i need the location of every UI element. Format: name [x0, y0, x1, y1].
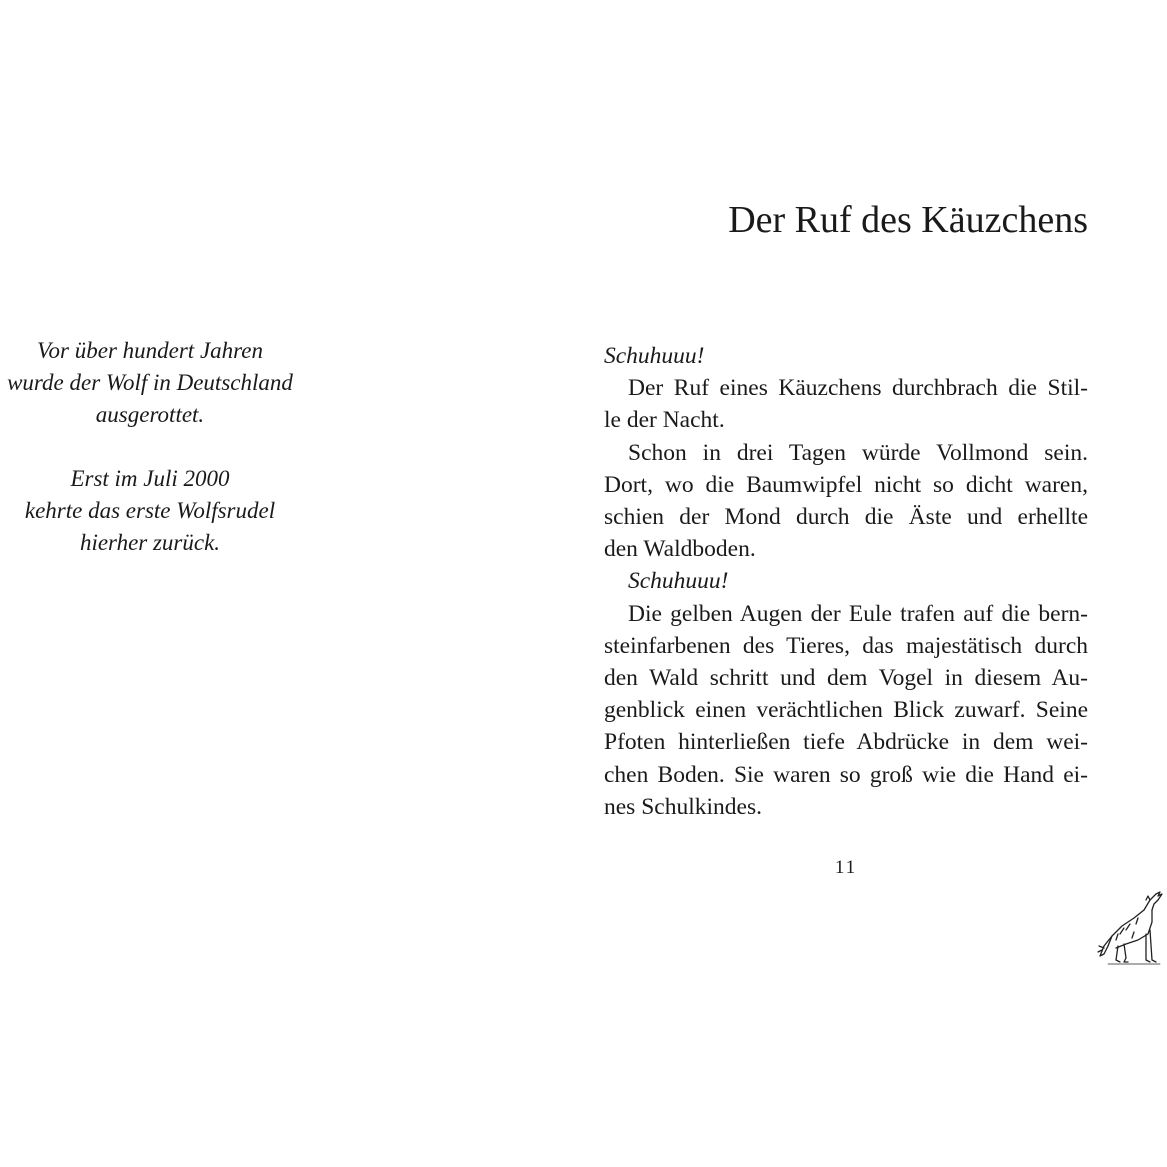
body-line: Pfoten hinterließen tiefe Abdrücke in dem wei- — [604, 729, 1088, 756]
epigraph-line: wurde der Wolf in Deutschland — [7, 370, 293, 395]
body-line: chen Boden. Sie waren so groß wie die Hand ei- — [604, 761, 1088, 788]
howling-wolf-icon — [1094, 888, 1166, 968]
chapter-title: Der Ruf des Käuzchens — [728, 199, 1088, 241]
epigraph-line: Erst im Juli 2000 — [70, 466, 230, 491]
epigraph-spacer — [0, 431, 300, 463]
body-line: genblick einen verächtlichen Blick zuwarf. Seine — [604, 697, 1088, 724]
body-line: den Waldboden. — [604, 536, 756, 563]
epigraph-line: Vor über hundert Jahren — [37, 338, 263, 363]
body-line: schien der Mond durch die Äste und erhellte — [604, 504, 1088, 531]
page-number: 11 — [834, 857, 858, 878]
body-line: Dort, wo die Baumwipfel nicht so dicht waren, — [604, 471, 1088, 498]
epigraph-line: kehrte das erste Wolfsrudel — [24, 498, 276, 523]
body-line: Schuhuuu! — [604, 343, 705, 369]
body-line: Schuhuuu! — [628, 568, 729, 595]
body-line: Die gelben Augen der Eule trafen auf die bern- — [628, 600, 1088, 627]
body-line: le der Nacht. — [604, 407, 725, 434]
body-line: steinfarbenen des Tieres, das majestätisch durch — [604, 632, 1088, 659]
body-line: nes Schulkindes. — [604, 793, 762, 820]
body-line: Der Ruf eines Käuzchens durchbrach die Stil- — [628, 375, 1088, 402]
chapter-body — [604, 340, 1088, 823]
epigraph-line: ausgerottet. — [95, 402, 205, 427]
body-line: Schon in drei Tagen würde Vollmond sein. — [628, 439, 1088, 466]
body-line: den Wald schritt und dem Vogel in diesem Au- — [604, 665, 1088, 692]
epigraph — [0, 335, 300, 559]
epigraph-line: hierher zurück. — [79, 530, 221, 555]
